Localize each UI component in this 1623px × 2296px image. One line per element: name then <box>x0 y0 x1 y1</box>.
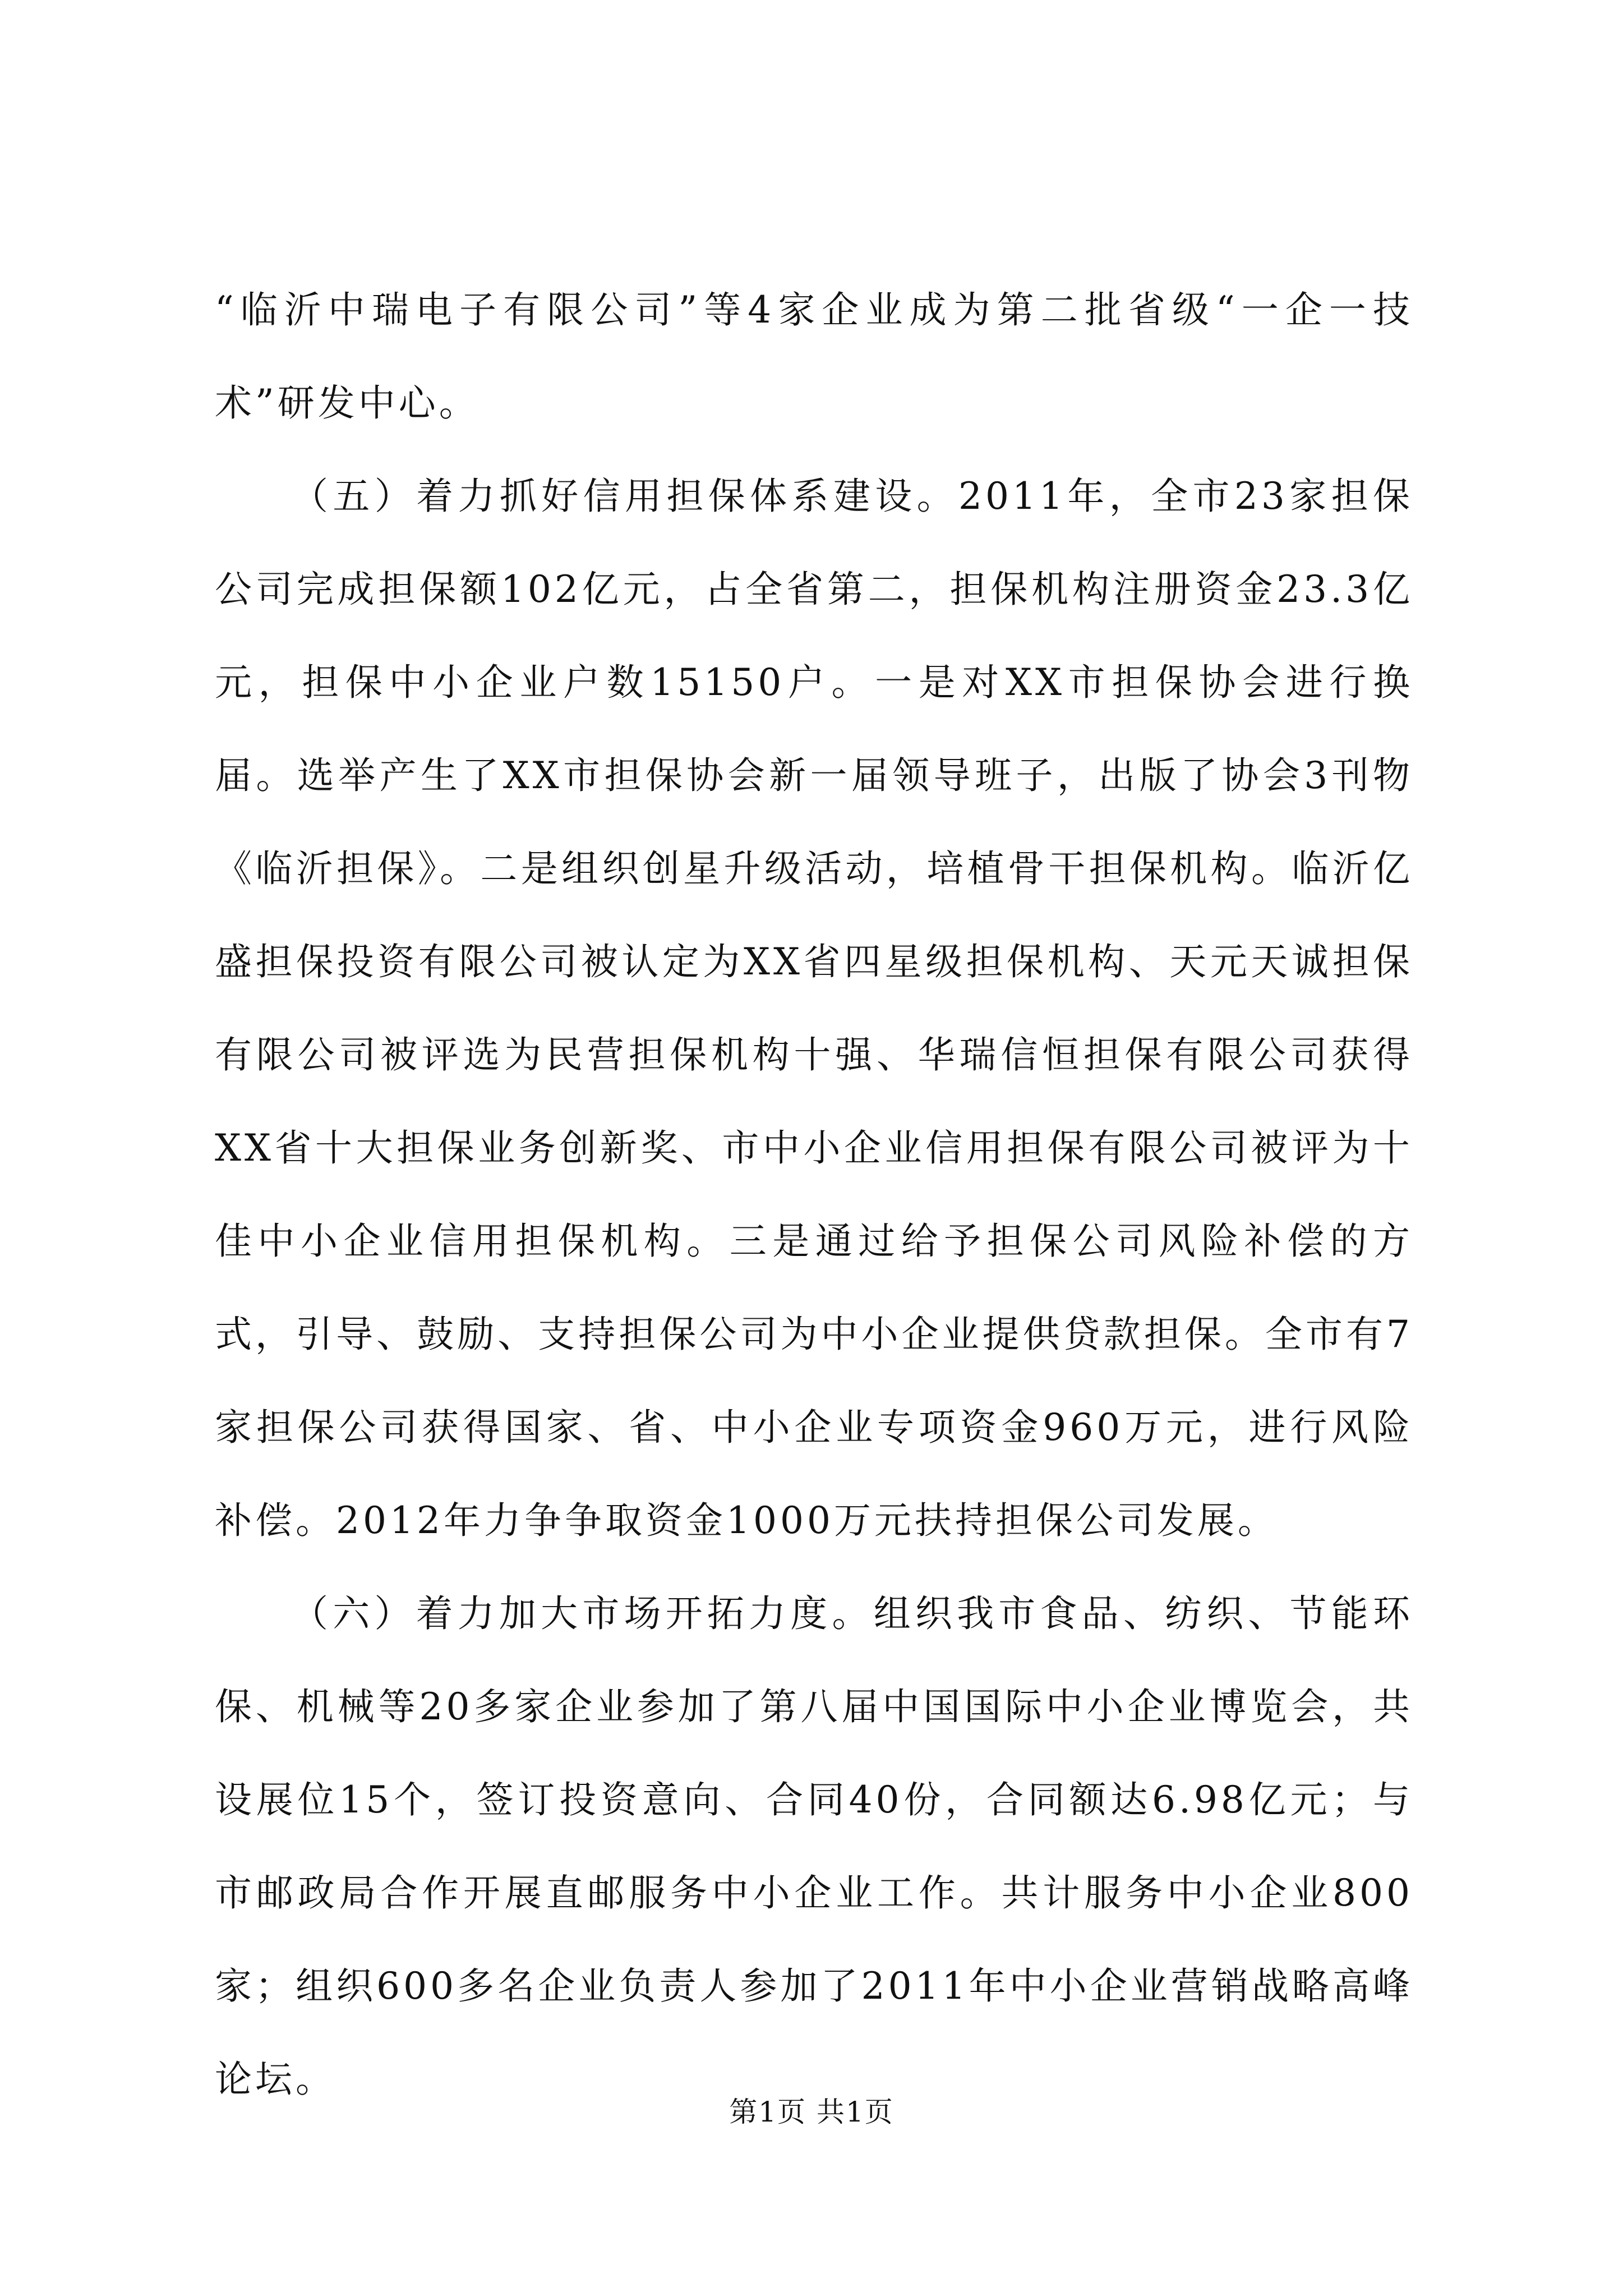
paragraph-section-six: （六）着力加大市场开拓力度。组织我市食品、纺织、节能环保、机械等20多家企业参加了第八届中国国际中小企业博览会，共设展位15个，签订投资意向、合同40份，合同额达6.98亿元；与市邮政局合作开展直邮服务中小企业工作。共计服务中小企业800家；组织600多名企业负责人参加了2011年中小企业营销战略高峰论坛。 <box>215 1592 1413 2101</box>
paragraph-section-five: （五）着力抓好信用担保体系建设。2011年，全市23家担保公司完成担保额102亿元，占全省第二，担保机构注册资金23.3亿元，担保中小企业户数15150户。一是对XX市担保协会进行换届。选举产生了XX市担保协会新一届领导班子，出版了协会3刊物《临沂担保》。二是组织创星升级活动，培植骨干担保机构。临沂亿盛担保投资有限公司被认定为XX省四星级担保机构、天元天诚担保有限公司被评选为民营担保机构十强、华瑞信恒担保有限公司获得XX省十大担保业务创新奖、市中小企业信用担保有限公司被评为十佳中小企业信用担保机构。三是通过给予担保公司风险补偿的方式，引导、鼓励、支持担保公司为中小企业提供贷款担保。全市有7家担保公司获得国家、省、中小企业专项资金960万元，进行风险补偿。2012年力争争取资金1000万元扶持担保公司发展。 <box>215 475 1413 1542</box>
page-number-footer: 第1页 共1页 <box>729 2096 894 2128</box>
paragraph-continuation: “临沂中瑞电子有限公司”等4家企业成为第二批省级“一企一技术”研发中心。 <box>215 288 1413 425</box>
document-body <box>215 264 1413 2126</box>
